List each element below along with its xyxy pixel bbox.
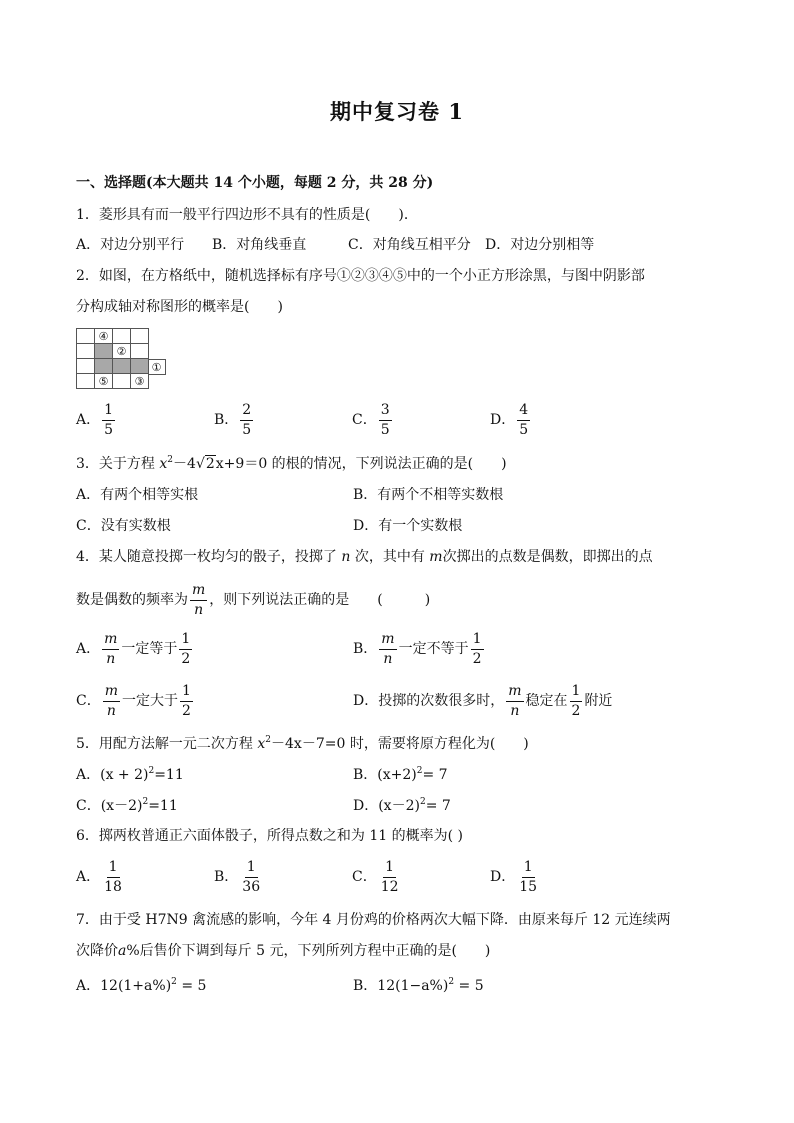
variable-a: a bbox=[118, 943, 127, 959]
grid-cell-label-1: ① bbox=[148, 359, 166, 375]
numerator: 1 bbox=[570, 684, 583, 702]
fraction bbox=[240, 403, 253, 437]
fraction-m-over-n bbox=[102, 632, 119, 666]
stem-text: %后售价下调到每斤 5 元，下列所列方程中正确的是( ) bbox=[126, 943, 491, 959]
option-text: 附近 bbox=[584, 693, 613, 710]
variable-x: x bbox=[159, 456, 168, 472]
question-1-option-d: D．对边分别相等 bbox=[485, 237, 595, 253]
option-text: = 7 bbox=[425, 798, 451, 814]
denominator: 2 bbox=[181, 650, 191, 667]
denominator: n bbox=[106, 702, 116, 719]
grid-cell bbox=[131, 329, 149, 344]
exponent: 2 bbox=[148, 766, 155, 776]
fraction-m-over-n bbox=[103, 684, 120, 718]
denominator: 5 bbox=[380, 421, 390, 438]
question-5-option-d bbox=[353, 798, 451, 813]
question-6-option-b bbox=[214, 860, 264, 894]
fraction-one-half bbox=[180, 684, 193, 718]
exponent: 2 bbox=[265, 735, 272, 745]
exponent: 2 bbox=[448, 977, 455, 987]
shaded-cell bbox=[95, 344, 113, 359]
numerator: m bbox=[506, 684, 523, 702]
grid-cell bbox=[77, 329, 95, 344]
stem-text: 次，其中有 bbox=[354, 549, 425, 565]
numerator: 1 bbox=[180, 684, 193, 702]
question-2-option-b bbox=[214, 403, 255, 437]
shaded-cell bbox=[95, 359, 113, 374]
option-text: 一定大于 bbox=[122, 693, 178, 710]
fraction bbox=[102, 860, 124, 894]
option-label: A． bbox=[76, 978, 101, 994]
question-2-option-c bbox=[352, 403, 394, 437]
numerator: 4 bbox=[517, 403, 530, 421]
question-4-stem-line-2 bbox=[76, 583, 430, 617]
numerator: 2 bbox=[240, 403, 253, 421]
numerator: 1 bbox=[179, 632, 192, 650]
question-5-option-a bbox=[76, 767, 184, 782]
option-text: 稳定在 bbox=[525, 693, 568, 710]
radicand: 2 bbox=[205, 456, 215, 472]
variable-m: m bbox=[429, 549, 443, 565]
fraction bbox=[240, 860, 262, 894]
question-6-stem: 6．掷两枚普通正六面体骰子，所得点数之和为 11 的概率为( ) bbox=[76, 828, 463, 844]
option-text: 一定不等于 bbox=[398, 641, 469, 658]
option-text: A．(x + 2) bbox=[76, 767, 149, 783]
numerator: m bbox=[379, 632, 396, 650]
denominator: 36 bbox=[242, 878, 261, 895]
fraction bbox=[102, 403, 115, 437]
numerator: 1 bbox=[245, 860, 258, 878]
denominator: 15 bbox=[519, 878, 538, 895]
fraction-one-half bbox=[570, 684, 583, 718]
question-2-option-d bbox=[490, 403, 532, 437]
option-text: =11 bbox=[148, 798, 178, 814]
option-label: C． bbox=[352, 869, 377, 886]
numerator: m bbox=[103, 684, 120, 702]
fraction-m-over-n bbox=[190, 583, 207, 617]
question-1-option-a: A．对边分别平行 bbox=[76, 237, 185, 253]
grid-cell bbox=[113, 329, 131, 344]
question-6-option-d bbox=[490, 860, 541, 894]
question-3-option-a: A．有两个相等实根 bbox=[76, 487, 199, 503]
question-4-option-b bbox=[353, 632, 486, 666]
shaded-cell bbox=[113, 359, 131, 374]
numerator: 3 bbox=[379, 403, 392, 421]
numerator: 1 bbox=[383, 860, 396, 878]
denominator: n bbox=[194, 601, 204, 618]
question-7-stem-line-1: 7．由于受 H7N9 禽流感的影响，今年 4 月份鸡的价格两次大幅下降．由原来每斤 12 元连续两 bbox=[76, 912, 671, 928]
fraction-one-half bbox=[179, 632, 192, 666]
denominator: 5 bbox=[242, 421, 252, 438]
option-label: B． bbox=[353, 641, 378, 658]
numerator: m bbox=[190, 583, 207, 601]
option-label: C． bbox=[352, 412, 377, 429]
grid-cell bbox=[77, 344, 95, 359]
fraction bbox=[379, 403, 392, 437]
question-7-option-a bbox=[76, 978, 206, 993]
option-expression: 12(1−a%) bbox=[377, 978, 449, 994]
question-3-option-d: D．有一个实数根 bbox=[353, 518, 463, 534]
denominator: 18 bbox=[104, 878, 122, 895]
exponent: 2 bbox=[419, 797, 426, 807]
page-title: 期中复习卷 1 bbox=[330, 99, 464, 124]
variable-n: n bbox=[341, 549, 351, 565]
coefficient: －4 bbox=[173, 456, 196, 472]
stem-text: 4．某人随意投掷一枚均匀的骰子，投掷了 bbox=[76, 549, 337, 565]
question-7-option-b bbox=[353, 978, 484, 993]
denominator: 12 bbox=[380, 878, 399, 895]
stem-text: 数是偶数的频率为 bbox=[76, 592, 188, 609]
fraction-one-half bbox=[471, 632, 484, 666]
grid-cell-label-3: ③ bbox=[131, 374, 149, 389]
square-root: √2 bbox=[195, 456, 215, 472]
question-3-stem bbox=[76, 456, 507, 471]
option-text: = 7 bbox=[422, 767, 448, 783]
stem-text: 次掷出的点数是偶数，即掷出的点 bbox=[442, 549, 653, 565]
numerator: 1 bbox=[102, 403, 115, 421]
denominator: 2 bbox=[182, 702, 191, 719]
option-text: C．(x－2) bbox=[76, 798, 143, 814]
exponent: 2 bbox=[171, 977, 177, 987]
stem-text: 3．关于方程 bbox=[76, 456, 155, 472]
grid-cell bbox=[113, 374, 131, 389]
stem-text: 次降价 bbox=[76, 943, 118, 959]
section-heading: 一、选择题(本大题共 14 个小题，每题 2 分，共 28 分) bbox=[76, 175, 434, 191]
option-label: B． bbox=[214, 412, 239, 429]
option-text: B．(x+2) bbox=[353, 767, 417, 783]
question-5-option-c bbox=[76, 798, 178, 813]
denominator: n bbox=[106, 650, 116, 667]
question-1-stem: 1．菱形具有而一般平行四边形不具有的性质是( )． bbox=[76, 207, 418, 223]
grid-cell-label-5: ⑤ bbox=[95, 374, 113, 389]
question-3-option-c: C．没有实数根 bbox=[76, 518, 171, 534]
exponent: 2 bbox=[167, 455, 174, 465]
option-label: D． bbox=[490, 412, 516, 429]
grid-cell-label-4: ④ bbox=[95, 329, 113, 344]
numerator: 1 bbox=[522, 860, 535, 878]
question-2-option-a bbox=[76, 403, 117, 437]
question-7-stem-line-2 bbox=[76, 944, 490, 958]
option-text: =11 bbox=[154, 767, 184, 783]
denominator: 2 bbox=[571, 702, 581, 719]
question-6-option-c bbox=[352, 860, 403, 894]
question-3-option-b: B．有两个不相等实数根 bbox=[353, 487, 504, 503]
numerator: 1 bbox=[471, 632, 484, 650]
question-1-option-c: C．对角线互相平分 bbox=[348, 237, 471, 253]
numerator: 1 bbox=[107, 860, 120, 878]
option-expression: 12(1+a%) bbox=[100, 978, 172, 994]
question-4-option-a bbox=[76, 632, 194, 666]
exponent: 2 bbox=[142, 797, 149, 807]
fraction-m-over-n bbox=[506, 684, 523, 718]
question-5-option-b bbox=[353, 767, 448, 782]
option-label: B． bbox=[353, 978, 378, 994]
question-6-option-a bbox=[76, 860, 126, 894]
denominator: 5 bbox=[519, 421, 529, 438]
question-5-stem bbox=[76, 736, 529, 751]
numerator: m bbox=[102, 632, 119, 650]
question-2-stem-line-1: 2．如图，在方格纸中，随机选择标有序号①②③④⑤中的一个小正方形涂黑，与图中阴影部 bbox=[76, 268, 645, 284]
stem-tail: x+9＝0 的根的情况，下列说法正确的是( ) bbox=[215, 456, 507, 472]
denominator: n bbox=[510, 702, 520, 719]
option-label: B． bbox=[214, 869, 239, 886]
shaded-cell bbox=[131, 359, 149, 374]
fraction bbox=[517, 860, 539, 894]
option-label: D． bbox=[490, 869, 516, 886]
stem-text: ，则下列说法正确的是 ( ) bbox=[209, 592, 431, 609]
option-expression: = 5 bbox=[454, 978, 484, 994]
question-4-option-c bbox=[76, 684, 195, 718]
option-expression: = 5 bbox=[176, 978, 207, 994]
stem-text: －4x－7=0 时，需要将原方程化为( ) bbox=[271, 736, 529, 752]
grid-cell bbox=[77, 374, 95, 389]
option-text: D．投掷的次数很多时， bbox=[353, 693, 505, 710]
denominator: 2 bbox=[472, 650, 482, 667]
option-label: A． bbox=[76, 412, 101, 429]
grid-cell-label-2: ② bbox=[113, 344, 131, 359]
grid-cell bbox=[77, 359, 95, 374]
option-text: 一定等于 bbox=[121, 641, 178, 658]
option-text: D．(x－2) bbox=[353, 798, 420, 814]
denominator: 5 bbox=[104, 421, 114, 438]
question-1-option-b: B．对角线垂直 bbox=[212, 237, 307, 253]
grid-cell bbox=[131, 344, 149, 359]
fraction bbox=[517, 403, 530, 437]
exponent: 2 bbox=[416, 766, 423, 776]
option-label: A． bbox=[76, 641, 101, 658]
option-label: A． bbox=[76, 869, 101, 886]
square-grid-figure bbox=[76, 328, 149, 389]
question-2-stem-line-2: 分构成轴对称图形的概率是( ) bbox=[76, 299, 283, 315]
question-4-option-d bbox=[353, 684, 612, 718]
option-label: C． bbox=[76, 693, 101, 710]
question-4-stem-line-1 bbox=[76, 550, 653, 564]
fraction-m-over-n bbox=[379, 632, 396, 666]
denominator: n bbox=[383, 650, 393, 667]
variable-x: x bbox=[257, 736, 266, 752]
fraction bbox=[379, 860, 401, 894]
stem-text: 5．用配方法解一元二次方程 bbox=[76, 736, 253, 752]
